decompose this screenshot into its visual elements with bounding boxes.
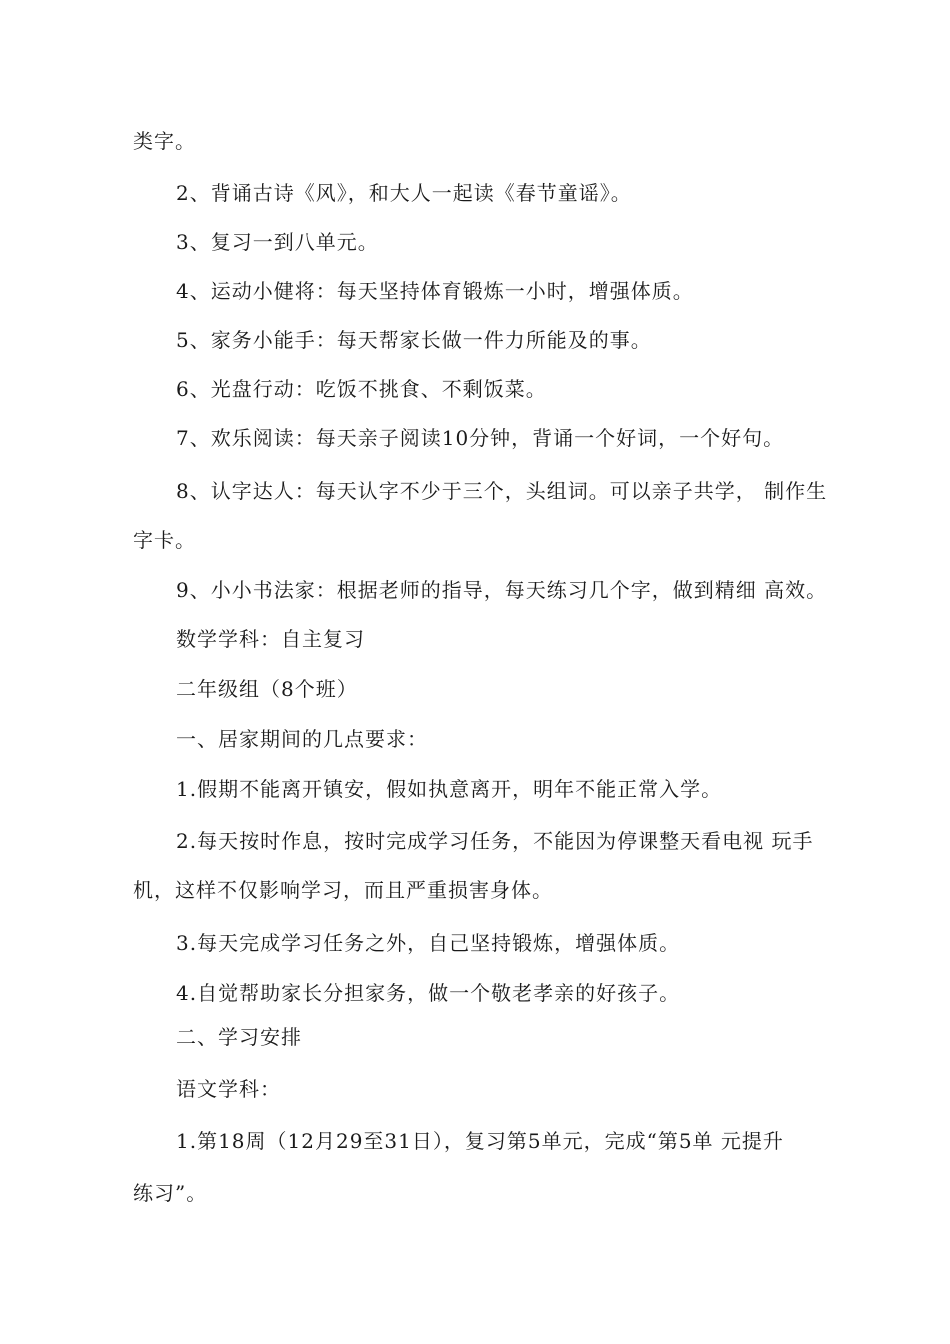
text-line: 2.每天按时作息，按时完成学习任务，不能因为停课整天看电视 玩手 [176,829,814,853]
section-heading: 二、学习安排 [176,1025,302,1049]
text-line: 练习”。 [133,1181,208,1205]
text-line: 6、光盘行动：吃饭不挑食、不剩饭菜。 [176,377,547,401]
text-line: 3、复习一到八单元。 [176,230,379,254]
text-line: 4、运动小健将：每天坚持体育锻炼一小时，增强体质。 [176,279,694,303]
text-line: 1.第18周（12月29至31日），复习第5单元，完成“第5单 元提升 [176,1129,784,1153]
section-heading: 语文学科： [176,1077,281,1101]
text-line: 5、家务小能手：每天帮家长做一件力所能及的事。 [176,328,652,352]
text-line: 8、认字达人：每天认字不少于三个，头组词。可以亲子共学， 制作生 [176,479,828,503]
text-line: 1.假期不能离开镇安，假如执意离开，明年不能正常入学。 [176,777,723,801]
text-line: 类字。 [133,129,196,153]
section-heading: 二年级组（8个班） [176,677,358,701]
text-line: 4.自觉帮助家长分担家务，做一个敬老孝亲的好孩子。 [176,981,681,1005]
section-heading: 一、居家期间的几点要求： [176,727,428,751]
text-line: 7、欢乐阅读：每天亲子阅读10分钟，背诵一个好词，一个好句。 [176,426,785,450]
section-heading: 数学学科：自主复习 [176,627,365,651]
text-line: 机，这样不仅影响学习，而且严重损害身体。 [133,878,553,902]
text-line: 字卡。 [133,528,196,552]
text-line: 3.每天完成学习任务之外，自己坚持锻炼，增强体质。 [176,931,681,955]
text-line: 2、背诵古诗《风》，和大人一起读《春节童谣》。 [176,181,632,205]
text-line: 9、小小书法家：根据老师的指导，每天练习几个字，做到精细 高效。 [176,578,828,602]
